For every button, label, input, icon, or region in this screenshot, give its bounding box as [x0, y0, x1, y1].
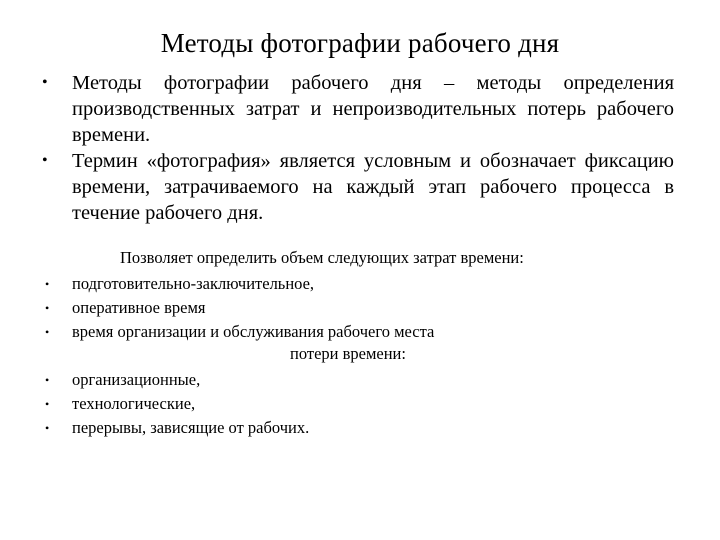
main-point-2	[42, 148, 674, 226]
section-heading-time-losses: потери времени:	[290, 344, 406, 363]
list-item	[42, 392, 662, 416]
list-item	[42, 272, 662, 296]
section-heading-time-costs: Позволяет определить объем следующих затрат времени:	[120, 248, 524, 267]
bullet-icon: •	[45, 421, 50, 435]
main-bullet-list	[42, 70, 674, 226]
list-item-text: оперативное время	[72, 298, 206, 317]
main-point-text: Методы фотографии рабочего дня – методы определения производственных затрат и непроизводительных потерь рабочего времени.	[72, 72, 674, 146]
slide-title: Методы фотографии рабочего дня	[160, 28, 560, 58]
main-point-1	[42, 70, 674, 148]
time-costs-list	[42, 272, 662, 344]
bullet-icon: •	[45, 277, 50, 291]
bullet-icon: •	[45, 325, 50, 339]
main-point-text: Термин «фотография» является условным и обозначает фиксацию времени, затрачиваемого на каждый этап рабочего процесса в течение рабочего дня.	[72, 150, 674, 224]
bullet-icon: •	[42, 74, 48, 91]
list-item-text: подготовительно-заключительное,	[72, 274, 315, 293]
list-item	[42, 320, 662, 344]
bullet-icon: •	[45, 301, 50, 315]
list-item-text: технологические,	[72, 394, 196, 413]
list-item-text: перерывы, зависящие от рабочих.	[72, 418, 310, 437]
list-item-text: время организации и обслуживания рабочего места	[72, 322, 435, 341]
list-item-text: организационные,	[72, 370, 201, 389]
bullet-icon: •	[45, 397, 50, 411]
list-item	[42, 416, 662, 440]
bullet-icon: •	[45, 373, 50, 387]
bullet-icon: •	[42, 152, 48, 169]
list-item	[42, 368, 662, 392]
list-item	[42, 296, 662, 320]
time-losses-list	[42, 368, 662, 440]
